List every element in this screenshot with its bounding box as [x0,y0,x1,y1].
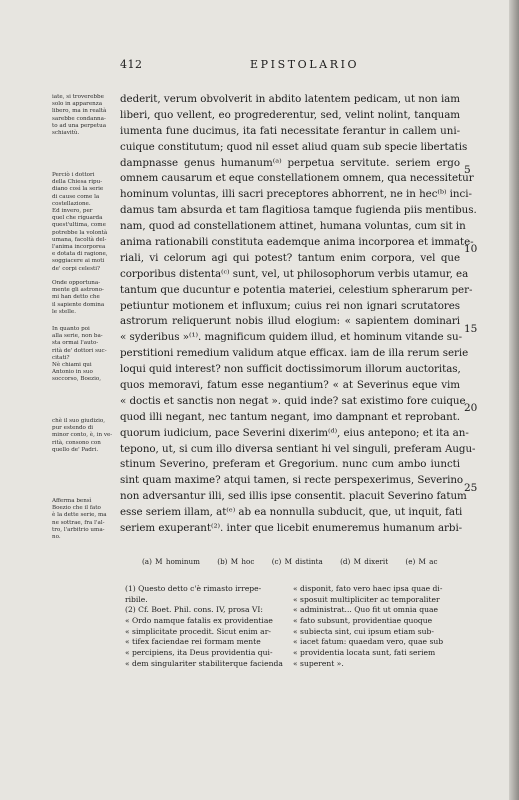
footnote-line: « disponit, fato vero haec ipsa quae di- [293,584,443,593]
text-line: hominum voluntas, illi sacri preceptores abhorrent, ne in hec⁽ᵇ⁾ inci- [120,188,472,201]
side-note-line: sta ormai l'auto- [52,340,99,347]
text-line: perstitioni remedium validum atque efficax. iam de illa rerum serie [120,347,469,360]
side-note-line: della Chiesa ripu- [52,179,103,186]
page-number: 412 [120,58,143,71]
side-note-line: le stelle. [52,308,76,315]
side-note-line: umana, facoltà del- [52,236,107,243]
variant-readings [142,557,452,566]
side-note-line: Onde opportuna- [52,280,101,286]
footnote-line: ribile. [125,594,148,604]
side-note-line: è la dette serie, ma [52,512,107,519]
side-note-3 [52,280,116,316]
side-note-line: to ad una perpetua [52,122,107,129]
side-note-line: quel che riguarda [52,215,103,222]
variant-a: (a) M hominum [142,557,200,566]
side-note-line: pur estendo di [52,425,94,432]
text-line: tantum que ducuntur e potentia materiei, celestium spherarum per- [120,283,473,296]
line-number-15: 15 [464,323,478,335]
variant-e: (e) M ac [405,557,438,566]
side-note-line: mente gli astrono- [52,287,104,294]
footnote-line: « simplicitate procedit. Sicut enim ar- [125,626,271,636]
text-line: nam, quod ad constellationem attinet, humana voluntas, cum sit in [120,220,466,233]
side-note-line: Antonio in suo [52,369,93,376]
side-note-line: chè il suo giudizio, [52,418,106,424]
side-note-5 [52,418,116,454]
side-note-line: di cause come la [52,193,100,200]
text-line: damus tam absurda et tam flagitiosa tamque fugienda piis mentibus. [120,204,477,217]
text-line: stinum Severino, preferam et Gregorium. nunc cum ambo iuncti [120,458,460,471]
footnote-line: « administrat... Quo fit ut omnia quae [293,605,439,615]
side-note-line: potrebbe la volontà [52,229,108,236]
footnote-line: « Ordo namque fatalis ex providentiae [125,616,273,626]
footnote-line: (2) Cf. Boet. Phil. cons. IV, prosa VI: [125,605,263,615]
text-line: liberi, quo vellent, eo progrederentur, sed, velint nolint, tanquam [120,108,460,121]
footnotes-left-column [125,584,295,670]
side-note-line: Perciò i dottori [52,172,95,178]
side-note-line: quello de' Padri. [52,446,99,453]
side-note-line: In quanto poi [52,326,90,332]
text-line: omnem causarum et eque constellationem omnem, qua necessitetur [120,172,474,185]
text-line: cuique constitutum; quod nil esset aliud quam sub specie libertatis [120,140,468,153]
side-note-line: costellazione. [52,200,91,207]
text-line: quorum iudicium, pace Severini dixerim⁽ᵈ⁾, eius antepono; et ita an- [120,426,469,439]
side-note-line: de' corpi celesti? [52,265,100,272]
side-note-line: libero, ma in realtà [52,108,107,115]
side-note-line: Afferma bensì [52,498,92,504]
side-note-line: tro, l'arbitrio uma- [52,526,105,533]
side-note-line: solo in apparenza [52,101,103,108]
text-line: loqui quid interest? non sufficit doctissimorum illorum auctoritas, [120,363,461,376]
side-note-line: ne sottrae, fra l'al- [52,519,105,526]
side-note-line: iate, si troverebbe [52,94,104,100]
side-note-line: Ed invero, per [52,208,93,215]
line-number-10: 10 [464,243,478,255]
side-note-line: soggiacere ai moti [52,258,105,265]
side-note-4 [52,326,116,384]
footnotes-right-column [293,584,463,670]
side-note-line: soccorso, Boezio, [52,376,102,383]
footnote-line: « subiecta sint, cui ipsum etiam sub- [293,626,434,636]
side-note-line: l'anima incorporea [52,244,106,251]
text-line: « syderibus »⁽¹⁾. magnificum quidem illud, et hominum vitande su- [120,331,463,344]
text-line: tepono, ut, si cum illo diversa sentiant hi vel singuli, preferam Augu- [120,442,476,455]
text-line: sint quam maxime? atqui tamen, si recte perspexerimus, Severino [120,474,464,487]
side-note-line: e dotata di ragione, [52,251,108,258]
text-line: corporibus distenta⁽ᶜ⁾ sunt, vel, ut philosophorum verbis utamur, ea [120,267,469,280]
side-note-line: sarebbe condanna- [52,115,106,122]
variant-c: (c) M distinta [271,557,323,566]
side-note-1 [52,94,116,137]
text-line: anima rationabili constituta eademque anima incorporea et immate- [120,236,474,249]
running-title: EPISTOLARIO [250,58,360,71]
text-line: petiuntur motionem et influxum; cuius rei non ignari scrutatores [120,299,460,312]
text-line: non adversantur illi, sed illis ipse consentit. placuit Severino fatum [120,490,467,503]
text-line: iumenta fune ducimus, ita fati necessitate ferantur in callem uni- [120,124,460,137]
page-edge-shadow [509,0,519,800]
side-note-line: rità de' dottori suc- [52,347,107,354]
side-note-line: Nè chiami qui [52,362,92,369]
footnote-line: « superent ». [293,658,344,668]
side-note-line: citati? [52,354,70,361]
side-note-line: Boezio che il fato [52,505,101,512]
footnote-line: « fato subsunt, providentiae quoque [293,616,433,626]
footnote-line: « percipiens, ita Deus providentia qui- [125,648,273,658]
text-line: riali, vi celorum agi qui potest? tantum enim corpora, vel que [120,251,460,264]
footnote-line: « iacet fatum: quaedam vero, quae sub [293,637,444,647]
side-note-line: mi han detto che [52,294,100,301]
text-line: esse seriem illam, at⁽ᵉ⁾ ab ea nonnulla subducit, que, ut inquit, fati [120,506,463,519]
side-note-line: schiavitù. [52,130,80,137]
line-number-5: 5 [464,164,471,176]
text-line: seriem exuperant⁽²⁾. inter que licebit enumeremus humanum arbi- [120,522,463,535]
side-note-line: diano così la serie [52,186,104,193]
text-line: quos memoravi, fatum esse negantium? « at Severinus eque vim [120,379,460,392]
variant-b: (b) M hoc [217,557,255,566]
line-number-20: 20 [464,402,478,414]
side-note-6 [52,498,116,541]
side-note-line: minor conto, è, in ve- [52,432,113,439]
side-note-line: alla serie, non ba- [52,333,103,340]
footnote-line: « providentia locata sunt, fati seriem [293,648,436,658]
footnote-line: « tifex faciendae rei formam mente [125,637,261,647]
text-line: « doctis et sanctis non negat ». quid inde? sat existimo fore cuique [120,394,466,407]
side-note-line: quest'ultima, come [52,222,106,229]
side-note-line: il sapiente domina [52,301,105,308]
footnote-line: « dem singulariter stabiliterque facienda [125,658,283,668]
side-note-line: no. [52,534,61,541]
text-line: dampnasse genus humanum⁽ᵃ⁾ perpetua servitute. seriem ergo [120,156,460,169]
line-number-25: 25 [464,482,478,494]
text-line: quod illi negant, nec tantum negant, imo dampnant et reprobant. [120,410,460,423]
text-line: dederit, verum obvolverit in abdito latentem pedicam, ut non iam [120,93,460,105]
text-line: astrorum reliquerunt nobis illud elogium: « sapientem dominari [120,315,460,328]
variant-d: (d) M dixerit [340,557,389,566]
footnote-line: (1) Questo detto c'è rimasto irrepe- [125,584,262,593]
footnote-line: « sposuit multipliciter ac temporaliter [293,594,440,604]
side-note-line: rità, consono con [52,439,101,446]
side-note-2 [52,172,116,273]
